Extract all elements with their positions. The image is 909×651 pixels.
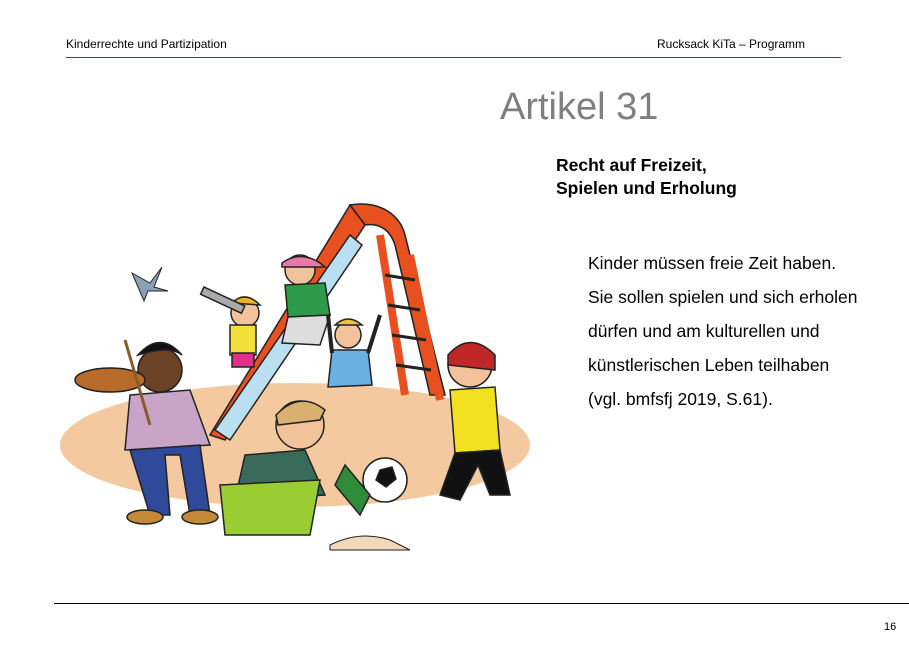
telescope-child (201, 287, 260, 367)
sand-mound (330, 536, 410, 550)
article-body (588, 246, 857, 416)
article-subtitle (556, 154, 737, 200)
header-divider (66, 57, 841, 58)
body-line: (vgl. bmfsfj 2019, S.61). (588, 389, 773, 409)
page-number: 16 (884, 621, 897, 633)
children-playground-illustration (50, 195, 530, 565)
footer-divider (54, 603, 909, 604)
header-right-title: Rucksack KiTa – Programm (657, 37, 806, 51)
subtitle-line: Recht auf Freizeit, (556, 155, 707, 175)
article-title: Artikel 31 (500, 86, 659, 128)
body-line: künstlerischen Leben teilhaben (588, 355, 830, 375)
header-left-title: Kinderrechte und Partizipation (66, 37, 227, 51)
body-line: dürfen und am kulturellen und (588, 321, 820, 341)
subtitle-line: Spielen und Erholung (556, 178, 737, 198)
body-line: Sie sollen spielen und sich erholen (588, 287, 858, 307)
body-line: Kinder müssen freie Zeit haben. (588, 253, 837, 273)
bird (132, 267, 168, 301)
hanging-child (328, 315, 380, 387)
